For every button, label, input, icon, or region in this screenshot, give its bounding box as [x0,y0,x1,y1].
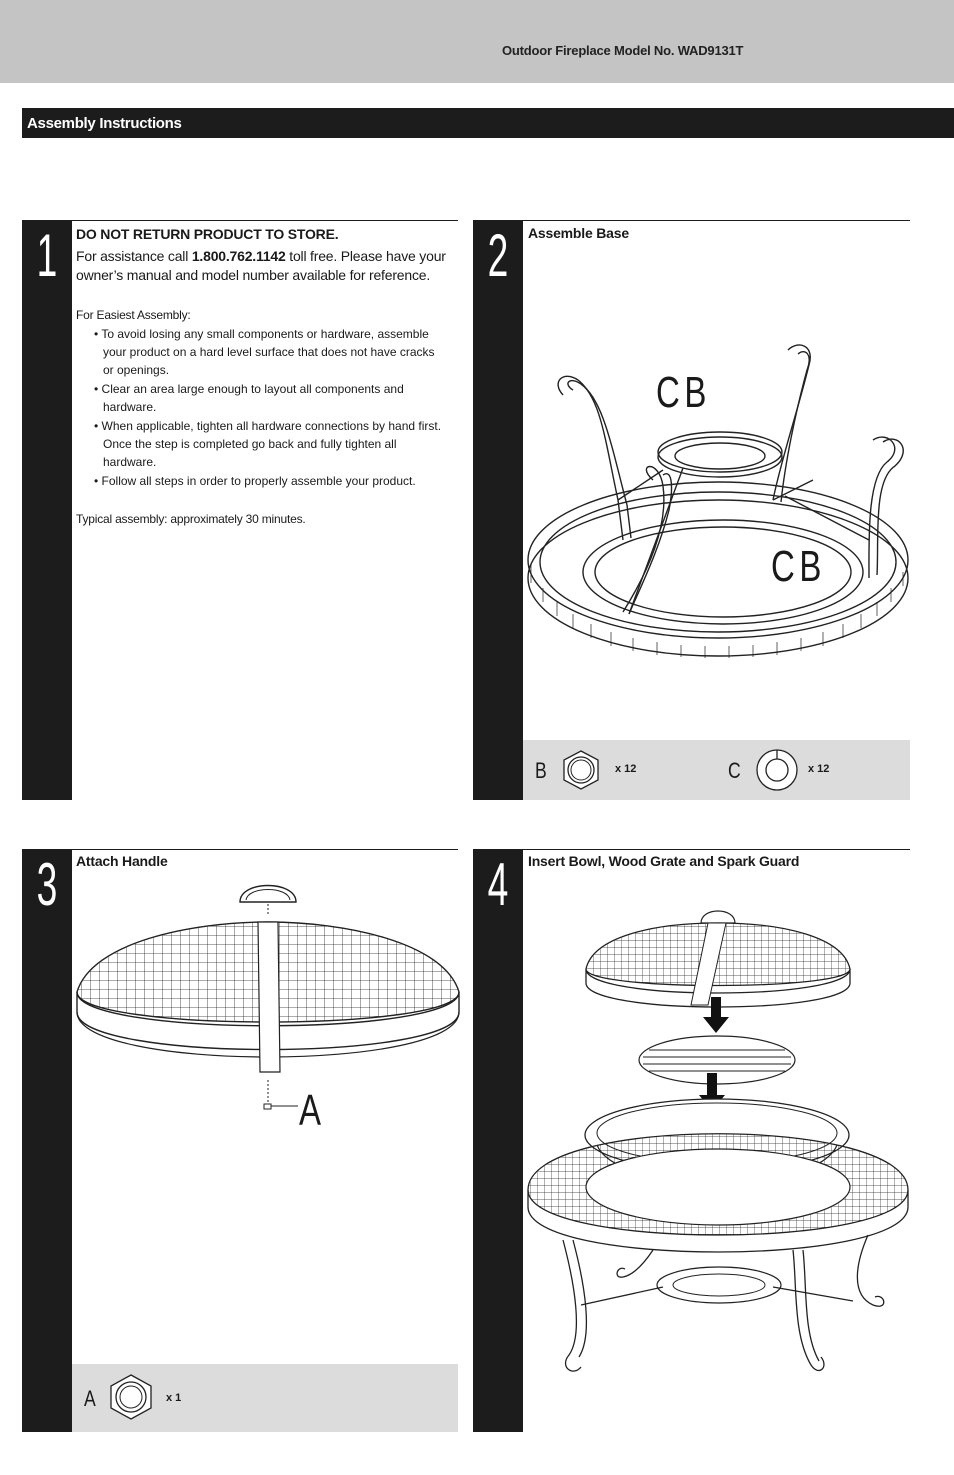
hex-nut-icon [561,750,601,790]
step-3-number: 3 [36,851,58,918]
lock-washer-icon [755,748,799,792]
callout-cb-bottom: CB [771,542,826,591]
callout-a: A [299,1086,326,1135]
step-4-title: Insert Bowl, Wood Grate and Spark Guard [528,853,800,869]
step-2-parts-box [523,740,910,800]
callout-cb-top: CB [656,368,711,417]
step-3-parts-box [72,1364,458,1432]
step-1-rule [72,220,458,221]
step-4-number: 4 [487,851,509,918]
step-2-strip [473,220,523,800]
step-2-title: Assemble Base [528,225,629,241]
part-a-letter: A [84,1386,96,1411]
section-title: Assembly Instructions [27,115,182,132]
list-item: • Follow all steps in order to properly assemble your product. [94,474,416,488]
part-c-letter: C [728,758,741,783]
typical-time: Typical assembly: approximately 30 minutes. [76,512,306,526]
step-3-strip [22,849,72,1432]
step-2-number: 2 [487,222,509,289]
part-b-qty: x 12 [615,763,637,775]
header-band [0,0,954,83]
assistance-text [76,247,448,285]
final-assembly-illustration [523,905,918,1395]
step-3-title: Attach Handle [76,853,168,869]
list-item: • Clear an area large enough to layout all components and hardware. [94,382,404,414]
easiest-list [91,325,447,491]
step-4-rule [523,849,910,850]
step-4-strip [473,849,523,1432]
step-1-title: DO NOT RETURN PRODUCT TO STORE. [76,226,339,242]
part-a-qty: x 1 [166,1392,182,1404]
list-item: • To avoid losing any small components or hardware, assemble your product on a hard level surface that does not have cracks or openings. [94,327,435,377]
assist-suffix: toll free. Please have your owner’s manual and model number available for reference. [76,248,446,283]
phone-number: 1.800.762.1142 [191,248,286,264]
step-1-number: 1 [36,222,58,289]
list-item: • When applicable, tighten all hardware connections by hand first. Once the step is completed go back and fully tighten all hardware. [94,419,442,469]
part-b-letter: B [535,758,547,783]
base-assembly-illustration [523,340,918,660]
model-title: Outdoor Fireplace Model No. WAD9131T [502,43,744,58]
step-2-rule [523,220,910,221]
part-c-qty: x 12 [808,763,830,775]
section-bar [22,108,954,138]
hex-nut-icon [108,1374,154,1420]
assist-prefix: For assistance call [76,248,192,264]
spark-guard-illustration [72,872,462,1122]
easiest-heading: For Easiest Assembly: [76,308,191,322]
step-1-strip [22,220,72,800]
step-3-rule [72,849,458,850]
